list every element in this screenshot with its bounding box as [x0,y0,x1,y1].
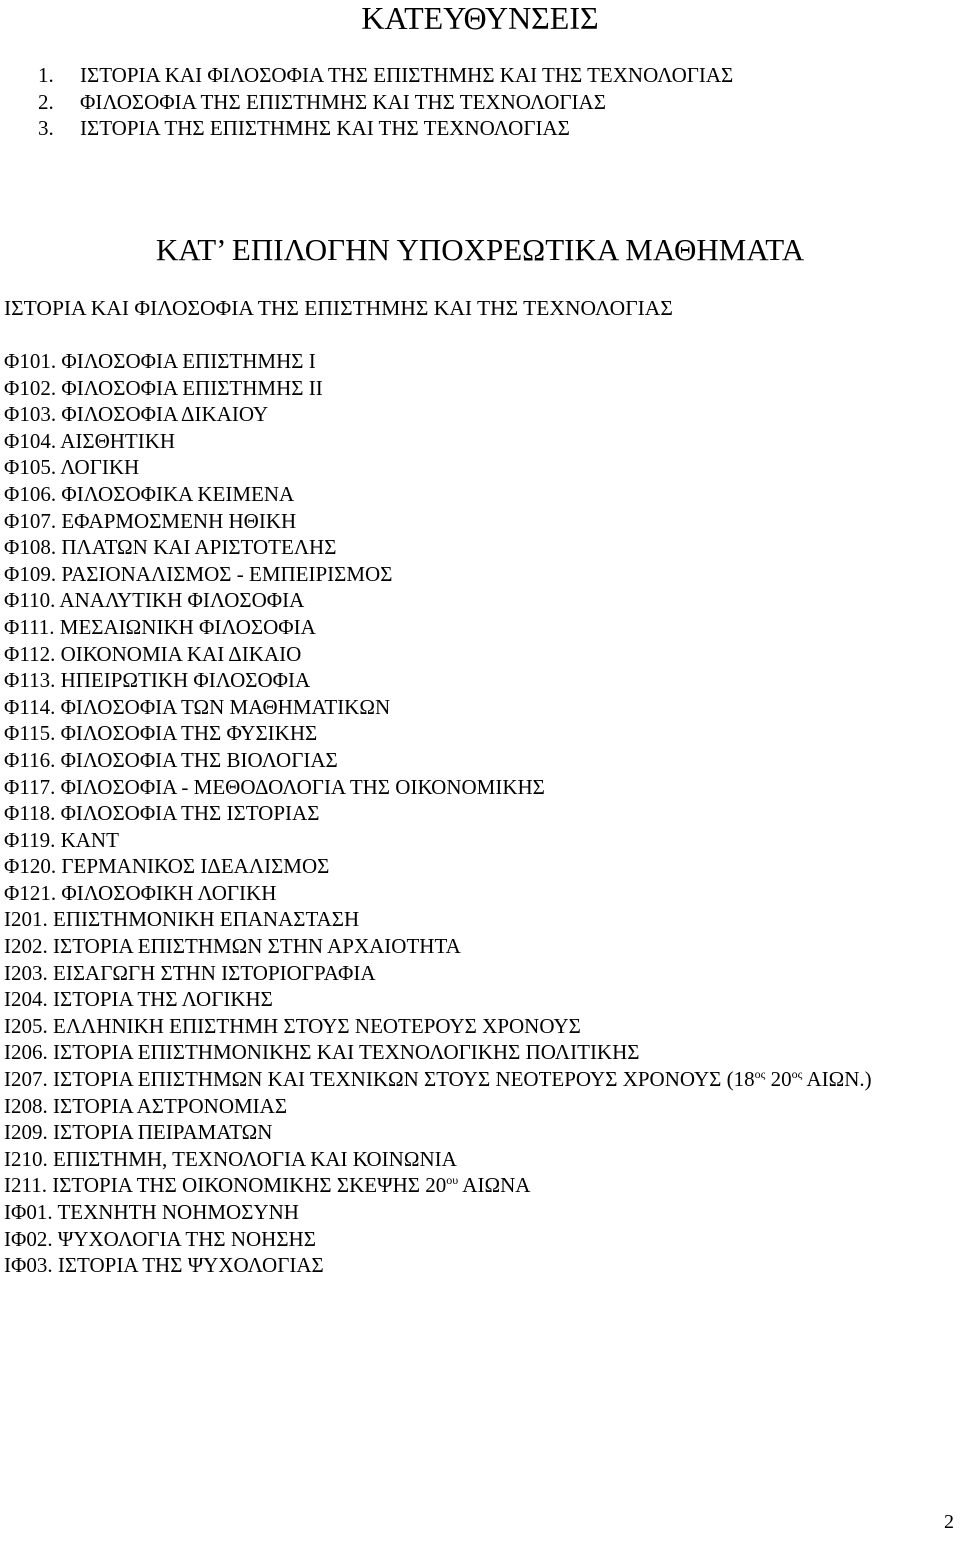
course-item-i211 [4,1172,944,1199]
course-item: Φ117. ΦΙΛΟΣΟΦΙΑ - ΜΕΘΟΔΟΛΟΓΙΑ ΤΗΣ ΟΙΚΟΝΟΜΙΚΗΣ [4,774,545,799]
course-item: Ι202. ΙΣΤΟΡΙΑ ΕΠΙΣΤΗΜΩΝ ΣΤΗΝ ΑΡΧΑΙΟΤΗΤΑ [4,934,461,959]
course-item: Ι210. ΕΠΙΣΤΗΜΗ, ΤΕΧΝΟΛΟΓΙΑ ΚΑΙ ΚΟΙΝΩΝΙΑ [4,1146,457,1171]
document-title: ΚΑΤΕΥΘΥΝΣΕΙΣ [361,0,599,36]
direction-item [38,62,733,89]
course-item: Ι209. ΙΣΤΟΡΙΑ ΠΕΙΡΑΜΑΤΩΝ [4,1120,273,1145]
course-item: Φ104. ΑΙΣΘΗΤΙΚΗ [4,428,176,453]
course-item: Φ105. ΛΟΓΙΚΗ [4,455,140,480]
course-item-i207 [4,1066,944,1093]
course-item: Φ112. ΟΙΚΟΝΟΜΙΑ ΚΑΙ ΔΙΚΑΙΟ [4,641,302,666]
direction-text: ΙΣΤΟΡΙΑ ΚΑΙ ΦΙΛΟΣΟΦΙΑ ΤΗΣ ΕΠΙΣΤΗΜΗΣ ΚΑΙ ΤΗΣ ΤΕΧΝΟΛΟΓΙΑΣ [80,63,734,87]
course-item: Φ116. ΦΙΛΟΣΟΦΙΑ ΤΗΣ ΒΙΟΛΟΓΙΑΣ [4,747,338,772]
course-item: Φ118. ΦΙΛΟΣΟΦΙΑ ΤΗΣ ΙΣΤΟΡΙΑΣ [4,801,320,826]
course-item: Φ119. ΚΑΝΤ [4,827,119,852]
directions-list [38,62,733,142]
direction-number: 1. [38,63,54,87]
course-text: Ι207. ΙΣΤΟΡΙΑ ΕΠΙΣΤΗΜΩΝ ΚΑΙ ΤΕΧΝΙΚΩΝ ΣΤΟΥΣ ΝΕΟΤΕΡΟΥΣ ΧΡΟΝΟΥΣ (18 [4,1067,755,1092]
course-item: Ι201. ΕΠΙΣΤΗΜΟΝΙΚΗ ΕΠΑΝΑΣΤΑΣΗ [4,907,360,932]
course-item: Φ111. ΜΕΣΑΙΩΝΙΚΗ ΦΙΛΟΣΟΦΙΑ [4,614,316,639]
course-item: Ι204. ΙΣΤΟΡΙΑ ΤΗΣ ΛΟΓΙΚΗΣ [4,987,273,1012]
page-number: 2 [944,1511,954,1533]
course-text: ΑΙΩΝΑ [458,1173,531,1198]
course-item: Φ109. ΡΑΣΙΟΝΑΛΙΣΜΟΣ - ΕΜΠΕΙΡΙΣΜΟΣ [4,561,393,586]
direction-item [38,89,733,116]
course-item: Φ113. ΗΠΕΙΡΩΤΙΚΗ ΦΙΛΟΣΟΦΙΑ [4,668,311,693]
course-item: ΙΦ03. ΙΣΤΟΡΙΑ ΤΗΣ ΨΥΧΟΛΟΓΙΑΣ [4,1253,324,1278]
course-text: Ι211. ΙΣΤΟΡΙΑ ΤΗΣ ΟΙΚΟΝΟΜΙΚΗΣ ΣΚΕΨΗΣ 20 [4,1173,447,1198]
section-title: ΚΑΤ’ ΕΠΙΛΟΓΗΝ ΥΠΟΧΡΕΩΤΙΚΑ ΜΑΘΗΜΑΤΑ [155,232,805,267]
direction-text: ΙΣΤΟΡΙΑ ΤΗΣ ΕΠΙΣΤΗΜΗΣ ΚΑΙ ΤΗΣ ΤΕΧΝΟΛΟΓΙΑΣ [80,116,570,140]
course-item: Φ121. ΦΙΛΟΣΟΦΙΚΗ ΛΟΓΙΚΗ [4,880,277,905]
course-item: Φ103. ΦΙΛΟΣΟΦΙΑ ΔΙΚΑΙΟΥ [4,402,269,427]
direction-text: ΦΙΛΟΣΟΦΙΑ ΤΗΣ ΕΠΙΣΤΗΜΗΣ ΚΑΙ ΤΗΣ ΤΕΧΝΟΛΟΓΙΑΣ [80,89,606,114]
course-item: Φ101. ΦΙΛΟΣΟΦΙΑ ΕΠΙΣΤΗΜΗΣ Ι [4,349,316,373]
subsection-title: ΙΣΤΟΡΙΑ ΚΑΙ ΦΙΛΟΣΟΦΙΑ ΤΗΣ ΕΠΙΣΤΗΜΗΣ ΚΑΙ ΤΗΣ ΤΕΧΝΟΛΟΓΙΑΣ [4,296,673,320]
course-item: Φ108. ΠΛΑΤΩΝ ΚΑΙ ΑΡΙΣΤΟΤΕΛΗΣ [4,535,337,560]
course-list [4,348,944,1279]
course-item: ΙΦ02. ΨΥΧΟΛΟΓΙΑ ΤΗΣ ΝΟΗΣΗΣ [4,1226,316,1251]
course-text: ΑΙΩΝ.) [802,1067,872,1092]
direction-number: 2. [38,89,54,114]
direction-item [38,115,733,142]
course-item: ΙΦ01. ΤΕΧΝΗΤΗ ΝΟΗΜΟΣΥΝΗ [4,1200,299,1224]
course-text: 20 [765,1067,792,1092]
course-item: Φ106. ΦΙΛΟΣΟΦΙΚΑ ΚΕΙΜΕΝΑ [4,481,295,506]
course-superscript: ος [754,1067,766,1082]
course-item: Ι203. ΕΙΣΑΓΩΓΗ ΣΤΗΝ ΙΣΤΟΡΙΟΓΡΑΦΙΑ [4,960,376,985]
course-item: Φ110. ΑΝΑΛΥΤΙΚΗ ΦΙΛΟΣΟΦΙΑ [4,588,305,613]
course-item: Ι208. ΙΣΤΟΡΙΑ ΑΣΤΡΟΝΟΜΙΑΣ [4,1093,288,1118]
course-item: Ι205. ΕΛΛΗΝΙΚΗ ΕΠΙΣΤΗΜΗ ΣΤΟΥΣ ΝΕΟΤΕΡΟΥΣ ΧΡΟΝΟΥΣ [4,1013,581,1038]
course-item: Φ102. ΦΙΛΟΣΟΦΙΑ ΕΠΙΣΤΗΜΗΣ ΙΙ [4,375,323,400]
course-item: Φ114. ΦΙΛΟΣΟΦΙΑ ΤΩΝ ΜΑΘΗΜΑΤΙΚΩΝ [4,694,391,719]
course-item: Ι206. ΙΣΤΟΡΙΑ ΕΠΙΣΤΗΜΟΝΙΚΗΣ ΚΑΙ ΤΕΧΝΟΛΟΓΙΚΗΣ ΠΟΛΙΤΙΚΗΣ [4,1040,640,1065]
course-item: Φ115. ΦΙΛΟΣΟΦΙΑ ΤΗΣ ΦΥΣΙΚΗΣ [4,721,318,746]
course-item: Φ107. ΕΦΑΡΜΟΣΜΕΝΗ ΗΘΙΚΗ [4,508,297,533]
course-superscript: ος [791,1067,803,1082]
direction-number: 3. [38,116,54,140]
course-item: Φ120. ΓΕΡΜΑΝΙΚΟΣ ΙΔΕΑΛΙΣΜΟΣ [4,854,330,879]
course-superscript: ου [446,1173,459,1188]
